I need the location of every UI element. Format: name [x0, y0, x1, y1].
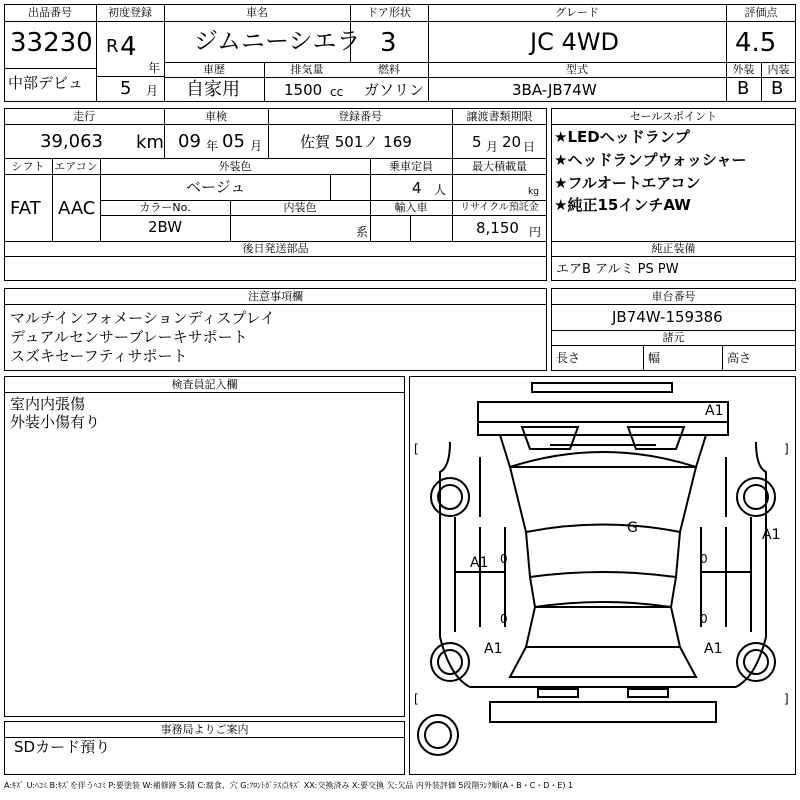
lot-number: 33230: [10, 28, 93, 58]
mileage-unit: km: [136, 132, 164, 153]
sales-point-item: ★LEDヘッドランプ: [554, 128, 690, 146]
pillar-mark: 0: [500, 612, 508, 626]
interior-color-unit: 系: [356, 225, 369, 239]
sales-points-label: セールスポイント: [629, 110, 717, 123]
car-name-label: 車名: [246, 6, 268, 19]
model-value: 3BA-JB74W: [512, 81, 597, 99]
interior-grade: B: [771, 78, 784, 99]
car-name: ジムニーシエラ: [194, 27, 361, 55]
model-label: 型式: [566, 63, 588, 76]
chassis-number-label: 車台番号: [651, 290, 696, 303]
grade-value: JC 4WD: [530, 28, 619, 56]
first-registration-label: 初度登録: [108, 6, 152, 19]
specifications-label: 諸元: [662, 331, 685, 344]
score-value: 4.5: [735, 28, 777, 58]
sales-point-item: ★ヘッドランプウォッシャー: [554, 151, 747, 169]
shift-label: シフト: [11, 160, 45, 173]
exterior-color-label: 外装色: [218, 160, 252, 173]
capacity-label: 乗車定員: [389, 160, 433, 173]
fuel-value: ガソリン: [364, 81, 425, 99]
inspection-year-unit: 年: [206, 139, 219, 153]
exterior-grade-label: 外装: [732, 63, 755, 76]
car-diagram: [409, 376, 796, 775]
length-label: 長さ: [556, 351, 581, 365]
height-label: 高さ: [727, 351, 752, 365]
mileage-label: 走行: [73, 110, 95, 123]
sales-point-item: ★純正15インチAW: [554, 196, 691, 214]
note-item: スズキセーフティサポート: [10, 347, 188, 365]
color-number: 2BW: [148, 218, 183, 236]
exterior-color: ベージュ: [186, 178, 246, 196]
damage-mark-left-door: A1: [470, 555, 489, 571]
history-label: 車歴: [203, 63, 225, 76]
pillar-mark: 0: [500, 552, 508, 566]
import-label: 輸入車: [394, 201, 428, 214]
history-value: 自家用: [186, 79, 240, 100]
note-item: デュアルセンサーブレーキサポート: [10, 328, 248, 346]
displacement-label: 排気量: [290, 63, 324, 76]
damage-mark-left-rear: A1: [484, 641, 503, 657]
damage-mark-right-rear: A1: [704, 641, 723, 657]
door-value: 3: [380, 28, 397, 58]
bracket-mark: [: [414, 692, 419, 706]
recycle-deposit-label: リサイクル預託金: [460, 202, 539, 213]
lot-number-label: 出品番号: [28, 6, 72, 19]
bracket-mark: [: [414, 442, 419, 456]
recycle-deposit: 8,150: [476, 219, 519, 237]
registration-month: 5: [120, 78, 132, 99]
sales-point-item: ★フルオートエアコン: [554, 174, 701, 192]
displacement-unit: cc: [330, 85, 344, 99]
recycle-unit: 円: [529, 225, 542, 239]
registration-number: 佐賀 501ノ 169: [300, 133, 412, 151]
year-unit: 年: [148, 61, 161, 75]
era-mark: R: [106, 36, 119, 57]
damage-mark-front-right: A1: [705, 403, 724, 419]
damage-mark-right-side: A1: [762, 527, 781, 543]
capacity-value: 4: [412, 179, 422, 197]
exterior-grade: B: [737, 78, 750, 99]
air-conditioner-label: エアコン: [54, 160, 98, 173]
grade-label: グレード: [555, 6, 599, 19]
interior-color-label: 内装色: [283, 201, 317, 214]
width-label: 幅: [648, 351, 661, 365]
interior-grade-label: 内装: [767, 63, 790, 76]
score-label: 評価点: [744, 6, 778, 19]
damage-mark-roof: G: [627, 520, 638, 536]
office-note: SDカード預り: [14, 738, 111, 756]
post-parts-label: 後日発送部品: [242, 242, 309, 255]
door-label: ドア形状: [367, 6, 411, 19]
mileage-value: 39,063: [40, 131, 103, 152]
transfer-deadline-label: 譲渡書類期限: [466, 110, 533, 123]
transfer-day: 20: [502, 133, 522, 151]
bracket-mark: ]: [784, 692, 789, 706]
displacement-value: 1500: [284, 81, 323, 99]
notes-label: 注意事項欄: [248, 290, 303, 303]
chassis-number: JB74W-159386: [612, 308, 723, 326]
air-conditioner-value: AAC: [58, 198, 96, 219]
color-number-label: カラーNo.: [139, 201, 191, 214]
transfer-month: 5: [472, 133, 482, 151]
genuine-equipment-value: エアB アルミ PS PW: [556, 262, 679, 277]
inspection-year: 09: [178, 131, 201, 152]
debut-label: 中部デビュ: [8, 74, 84, 92]
pillar-mark: 0: [700, 612, 708, 626]
inspection-label: 車検: [205, 110, 227, 123]
max-load-label: 最大積載量: [472, 160, 527, 173]
inspector-label: 検査員記入欄: [171, 378, 238, 391]
transfer-month-unit: 月: [486, 140, 499, 154]
max-load-unit: kg: [528, 187, 539, 197]
inspection-month: 05: [222, 131, 245, 152]
inspector-note: 外装小傷有り: [10, 413, 101, 431]
inspection-month-unit: 月: [250, 139, 263, 153]
office-label: 事務局よりご案内: [160, 723, 249, 736]
genuine-equipment-label: 純正装備: [651, 242, 696, 255]
damage-legend: A:ｷｽﾞ U:ﾍｺﾐ B:ｷｽﾞを伴うﾍｺﾐ P:要塗装 W:補修跡 S:錆 C:腐食、穴 G:ﾌﾛﾝﾄｶﾞﾗｽ点ｷｽﾞ XX:交換済み X:要交換 欠:欠品 内外装評価 5段階ﾗﾝｸ順(A・B・C・D・E) 1: [4, 781, 574, 790]
car-diagram-drawing: [410, 377, 795, 774]
note-item: マルチインフォメーションディスプレイ: [10, 309, 276, 327]
shift-value: FAT: [10, 198, 41, 219]
registration-number-label: 登録番号: [338, 110, 382, 123]
bracket-mark: ]: [784, 442, 789, 456]
month-unit: 月: [146, 84, 159, 98]
fuel-label: 燃料: [378, 63, 400, 76]
capacity-unit: 人: [434, 183, 447, 197]
transfer-day-unit: 日: [523, 140, 536, 154]
inspector-note: 室内内張傷: [10, 395, 86, 413]
registration-year: 4: [120, 32, 137, 62]
pillar-mark: 0: [700, 552, 708, 566]
